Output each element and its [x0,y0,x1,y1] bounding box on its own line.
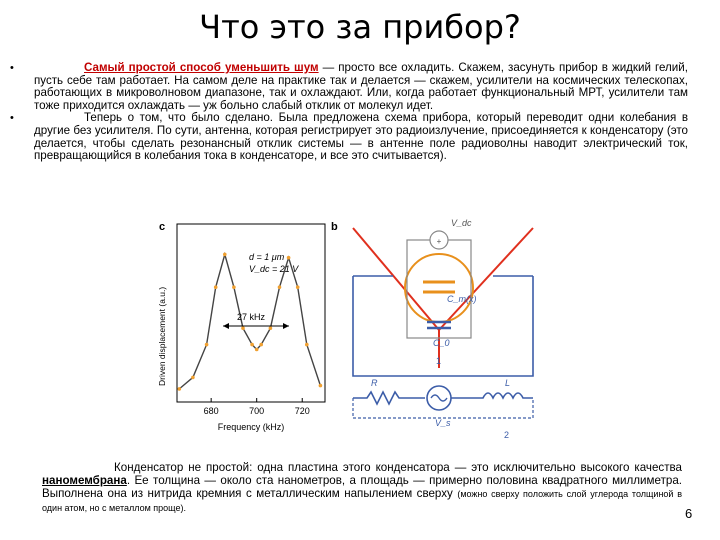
caption-text-2: . Ее толщина — около ста нанометров, а площадь — примерно половина квадратного миллиметра. Выполнена она из нитрида кремния с металлическим напылением сверху [42,474,682,500]
bullet-text: Теперь о том, что было сделано. Была предложена схема прибора, который переводит одни колебания в другие без усилителя. По сути, антенна, которая регистрирует это радиоизлучение, присоединяется к конденсатору (это делается, чтобы сделать резонансный отклик системы — в антенне поле радиоволны наводит электрический ток, превращающийся в колебания тока в конденсаторе, и все это считывается). [34,111,688,163]
membrane-icon [405,254,473,322]
node-2-label: 2 [504,430,510,440]
slide-title: Что это за прибор? [199,8,521,46]
data-point [223,253,227,257]
figure [153,218,693,448]
data-point [214,285,218,289]
resistor-icon [353,392,425,404]
page-number: 6 [685,506,693,521]
highlight-phrase: Самый простой способ уменьшить шум [84,61,319,74]
bullet-item [8,62,688,112]
data-point [278,285,282,289]
data-point [241,326,245,330]
data-point [305,343,309,347]
data-point [296,285,300,289]
x-axis-label: Frequency (kHz) [217,422,285,432]
bullet-text: — просто все охладить. Скажем, засунуть прибор в жидкий гелий, пусть себе там работает. На самом деле на практике так и делается — скажем, усилители на космических телескопах, работающих в микроволновом диапазоне, так и охлаждают. Или, когда работает функциональный МРТ, усилители там тоже приходится охлаждать — уж больно слабый отклик от молекул идет. [34,61,688,112]
antenna-right [436,228,533,330]
data-point [191,376,195,380]
inductor-icon [451,393,533,398]
cm-label: C_m(x) [447,294,477,304]
caption-small-note: (можно сверху положить слой углерода толщиной в один атом, но с металлом проще). [42,489,682,513]
vdc-label: V_dc [451,218,472,228]
data-point [259,343,263,347]
l-label: L [505,378,511,388]
bullet-dot-icon: • [10,62,14,74]
data-point [255,348,259,352]
data-point [250,343,254,347]
svg-text:+: + [436,237,442,246]
node-1-label: 1 [436,356,442,366]
r-label: R [371,378,378,388]
y-axis-label: Driven displacement (a.u.) [157,286,167,386]
annot-v: V_dc = 21 V [249,264,299,274]
data-point [287,256,291,260]
data-point [205,343,209,347]
annot-d: d = 1 μm [249,252,285,262]
c0-label: C_0 [433,338,450,348]
x-tick-label: 680 [203,406,219,416]
caption [42,461,682,515]
data-point [319,384,323,388]
x-tick-label: 720 [294,406,310,416]
caption-nanomembrane: наномембрана [42,474,127,487]
vs-label: V_s [435,418,451,428]
bullet-dot-icon: • [10,112,14,125]
data-point [269,326,273,330]
bullet-item [8,112,688,162]
data-point [178,387,182,391]
x-ticks [204,398,310,416]
annot-width: 27 kHz [237,312,266,322]
x-tick-label: 700 [249,406,265,416]
panel-b-label: b [331,221,338,233]
bullet-list [8,62,688,163]
antenna-left [353,228,439,330]
panel-c-label: c [159,221,166,233]
caption-text-1: Конденсатор не простой: одна пластина этого конденсатора — это исключительно высокого качества [114,461,682,474]
data-point [232,285,236,289]
